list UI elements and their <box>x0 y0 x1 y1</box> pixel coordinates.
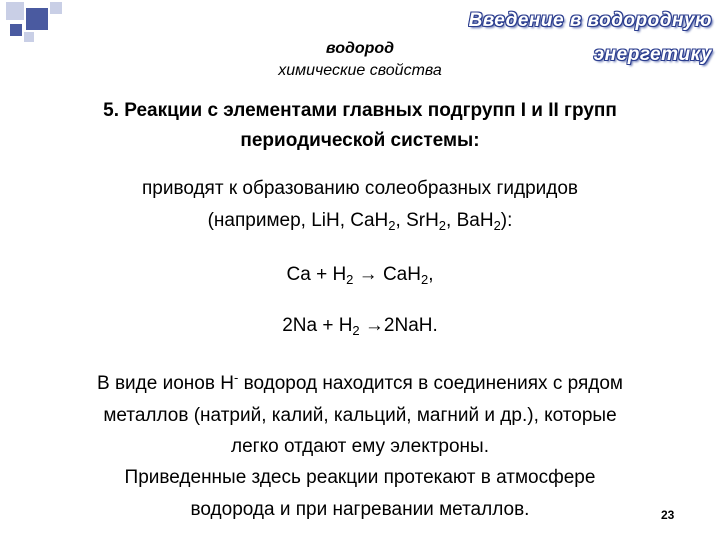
closing-line: Приведенные здесь реакции протекают в атмосфере <box>124 467 596 488</box>
closing-line: водорода и при нагревании металлов. <box>190 499 530 520</box>
ions-line: металлов (натрий, калий, кальций, магний и др.), которые <box>103 405 617 426</box>
corner-square <box>10 24 22 36</box>
reaction-equation: $Ca + H_2 \to CaH_2$, <box>286 264 434 287</box>
section-heading <box>40 96 680 156</box>
ions-line: В виде ионов H- водород находится в соединениях с рядом <box>97 370 623 394</box>
section-heading-line: 5. Реакции с элементами главных подгрупп I и II групп <box>103 100 617 121</box>
presentation-title: Введение в водородную энергетику <box>468 10 712 65</box>
topic-title: водород <box>325 40 395 57</box>
corner-square <box>26 8 48 30</box>
corner-square <box>50 2 62 14</box>
intro-line: приводят к образованию солеобразных гидридов <box>141 178 579 199</box>
hydride-examples: (например, LiH, CaH$_2$, SrH$_2$, BaH$_2$): <box>207 210 513 233</box>
corner-square <box>6 2 24 20</box>
topic-subtitle: химические свойства <box>278 62 442 79</box>
page-number: 23 <box>661 508 675 522</box>
section-heading-line: периодической системы: <box>240 130 480 151</box>
reaction-equation: $2Na + H_2 \to 2NaH$. <box>282 315 438 338</box>
ions-line: легко отдают ему электроны. <box>231 436 489 457</box>
